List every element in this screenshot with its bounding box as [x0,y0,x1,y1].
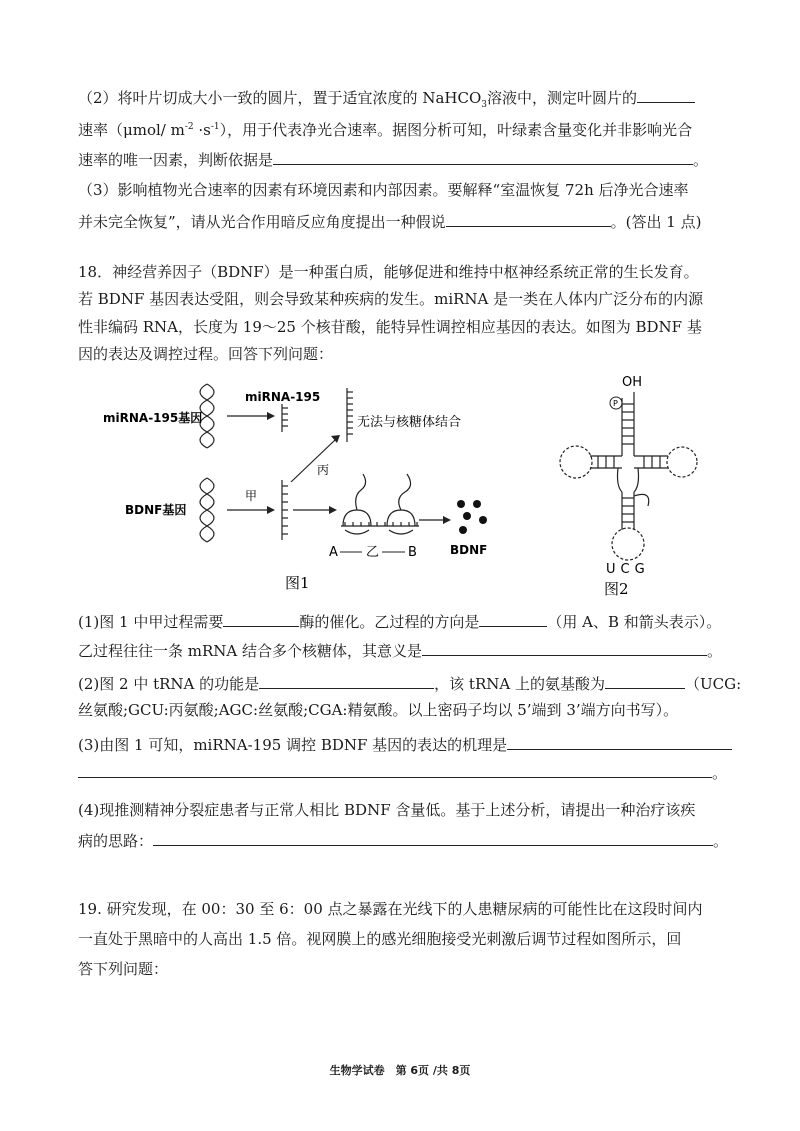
q18-sub3-line2: 。 [78,761,727,783]
q18-intro-4: 因的表达及调控过程。回答下列问题： [78,345,334,363]
page-footer: 生物学试卷 第 6页 /共 8页 [329,1064,471,1077]
q17-p3-line2: 并未完全恢复”，请从光合作用暗反应角度提出一种假说 。(答出 1 点) [78,210,701,232]
answer-blank[interactable] [259,672,434,689]
bdnf-gene-helix [200,478,214,542]
answer-blank[interactable] [223,610,299,627]
q17-p2-line1: （2）将叶片切成大小一致的圆片，置于适宜浓度的 NaHCO$_3$溶液中，测定叶圆片的 [78,86,695,108]
mrna-strand [282,480,288,540]
label-b: B [408,545,417,560]
bdnf-gene-label: BDNF基因 [125,503,187,517]
bdnf-label: BDNF [450,543,488,557]
answer-blank[interactable] [507,733,732,750]
bound-mrna [347,388,353,442]
q19-line3: 答下列问题： [78,960,169,978]
trna-cloverleaf [560,392,697,560]
answer-blank[interactable] [637,86,695,103]
bing-label: 丙 [317,463,330,477]
answer-blank[interactable] [273,148,693,165]
label-a: A [329,545,338,560]
q18-sub2-line2: 丝氨酸;GCU:丙氨酸;AGC:丝氨酸;CGA:精氨酸。以上密码子均以 5’端到 3’端方向书写）。 [78,701,679,719]
q19-line1: 19. 研究发现，在 00：30 至 6：00 点之暴露在光线下的人患糖尿病的可能性比在这段时间内 [78,900,703,918]
q18-sub4-line2: 病的思路： 。 [78,829,728,851]
q17-p2-line3: 速率的唯一因素，判断依据是 。 [78,148,708,170]
yi-label: 乙 [366,545,380,560]
q18-sub1-line2: 乙过程往往一条 mRNA 结合多个核糖体，其意义是 。 [78,639,722,661]
oh-label: OH [622,375,643,390]
mirna-gene-label: miRNA-195基因 [103,411,203,425]
answer-blank[interactable] [153,829,713,846]
figure-2-caption: 图2 [604,580,629,598]
answer-blank[interactable] [605,672,685,689]
mirna-label: miRNA-195 [245,390,321,404]
no-bind-label: 无法与核糖体结合 [357,415,462,430]
jia-label: 甲 [245,489,258,503]
answer-blank[interactable] [78,761,712,778]
ribosomes-on-mrna [341,474,419,534]
q18-intro-2: 若 BDNF 基因表达受阻，则会导致某种疾病的发生。miRNA 是一类在人体内广泛分布的内源 [78,290,704,308]
figure-1-caption: 图1 [285,574,310,592]
answer-blank[interactable] [422,639,707,656]
q18-intro-3: 性非编码 RNA，长度为 19～25 个核苷酸，能特异性调控相应基因的表达。如图为 BDNF 基 [78,318,702,336]
phosphate-label: P [613,399,618,408]
q18-intro-1: 18．神经营养因子（BDNF）是一种蛋白质，能够促进和维持中枢神经系统正常的生长发育。 [78,263,699,281]
bdnf-protein-dots [457,500,487,534]
q17-p3-line1: （3）影响植物光合速率的因素有环境因素和内部因素。要解释“室温恢复 72h 后净光合速率 [78,181,689,199]
q18-sub2-line1: (2)图 2 中 tRNA 的功能是 ，该 tRNA 上的氨基酸为 （UCG: [78,672,741,694]
anticodon-label: UCG [606,562,650,577]
q19-line2: 一直处于黑暗中的人高出 1.5 倍。视网膜上的感光细胞接受光刺激后调节过程如图所示，回 [78,930,682,948]
figure-2-trna [548,368,728,598]
answer-blank[interactable] [446,210,611,227]
q18-sub1-line1: (1)图 1 中甲过程需要 酶的催化。乙过程的方向是 （用 A、B 和箭头表示）。 [78,610,721,632]
figure-1-gene-expression [95,370,515,600]
answer-blank[interactable] [479,610,547,627]
q18-sub3-line1: (3)由图 1 可知，miRNA-195 调控 BDNF 基因的表达的机理是 [78,733,732,755]
q17-p2-line2: 速率（μmol/ $m^{-2} \cdot s^{-1}$），用于代表净光合速率。据图分析可知，叶绿素含量变化并非影响光合 [78,121,693,139]
q18-sub4-line1: (4)现推测精神分裂症患者与正常人相比 BDNF 含量低。基于上述分析，请提出一种治疗该疾 [78,801,696,819]
mirna-strand [282,404,288,432]
